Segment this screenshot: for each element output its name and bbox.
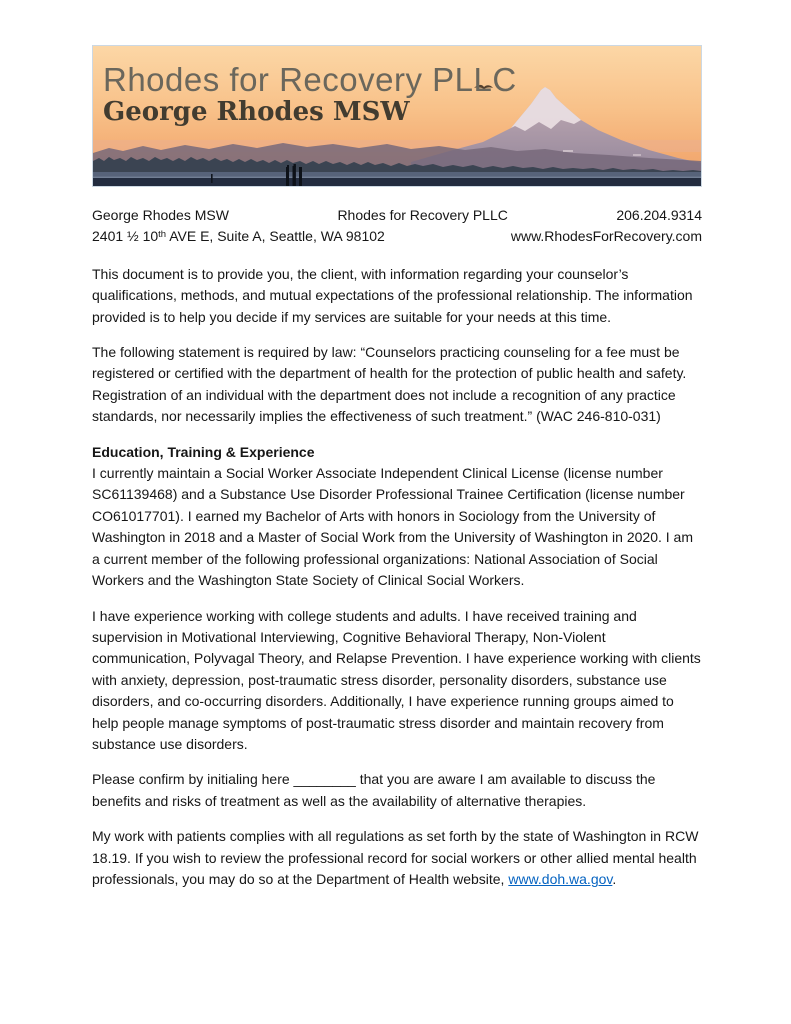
piling	[286, 167, 289, 186]
water	[93, 178, 701, 186]
contact-address	[92, 226, 385, 249]
paragraph-regulations	[92, 826, 702, 890]
ridge-snow-patch	[633, 154, 641, 156]
contact-phone: 206.204.9314	[616, 207, 702, 223]
paragraph-intro: This document is to provide you, the client, with information regarding your counselor’s qualifications, methods, and mutual expectations of the professional relationship. The information provided is to help you decide if my services are suitable for your needs at this time.	[92, 265, 693, 325]
owner-name: George Rhodes MSW	[103, 97, 410, 127]
contact-row-1	[92, 205, 702, 226]
contact-row-2	[92, 226, 702, 249]
contact-website: www.RhodesForRecovery.com	[510, 228, 702, 245]
company-title: Rhodes for Recovery PLLC	[103, 61, 517, 98]
address-text-rest: AVE E, Suite A, Seattle, WA 98102	[166, 228, 385, 245]
regulations-text-end: .	[612, 870, 617, 887]
section-heading-education: Education, Training & Experience	[92, 443, 315, 460]
paragraph-legal-statement: The following statement is required by law: “Counselors practicing counseling for a fee must be registered or certified with the department of health for the protection of public health and safety. Registration of an individual with the department does not include a recognition of any practice standards, nor necessarily implies the effectiveness of such treatment.” (WAC 246-810-031)	[92, 344, 687, 425]
address-ordinal-superscript: th	[158, 228, 167, 240]
document-content	[92, 45, 702, 890]
address-text: 2401 ½ 10	[92, 228, 159, 245]
paragraph-credentials: I currently maintain a Social Worker Associate Independent Clinical License (license number SC61139468) and a Substance Use Disorder Professional Trainee Certification (license number CO61017701). I earned my Bachelor of Arts with honors in Sociology from the University of Washington in 2018 and a Master of Social Work from the University of Washington in 2020. I am a current member of the following professional organizations: National Association of Social Workers and the Washington State Society of Clinical Social Workers.	[92, 465, 693, 589]
piling-cap	[294, 164, 296, 167]
header-banner	[92, 45, 702, 187]
contact-name: George Rhodes MSW	[92, 207, 229, 223]
piling-cap	[287, 165, 289, 168]
small-post	[211, 174, 213, 183]
water-edge-highlight	[93, 177, 701, 178]
paragraph-experience: I have experience working with college students and adults. I have received training and supervision in Motivational Interviewing, Cognitive Behavioral Therapy, Non-Violent communication, Polyvagal Theory, and Relapse Prevention. I have experience working with clients with anxiety, depression, post-traumatic stress disorder, personality disorders, substance use disorders, and co-occurring disorders. Additionally, I have experience running groups aimed to help people manage symptoms of post-traumatic stress disorder and maintain recovery from substance use disorders.	[92, 607, 701, 752]
paragraph-initial-confirmation: Please confirm by initialing here ________ that you are aware I am available to discuss the benefits and risks of treatment as well as the availability of alternative therapies.	[92, 771, 656, 809]
piling	[299, 167, 302, 186]
contact-block	[92, 205, 702, 250]
regulations-text: My work with patients complies with all regulations as set forth by the state of Washington in RCW 18.19. If you wish to review the professional record for social workers or other allied mental health professionals, you may do so at the Department of Health website,	[92, 828, 699, 887]
piling	[293, 166, 296, 186]
ridge-snow-patch	[563, 150, 573, 152]
doh-website-link[interactable]: www.doh.wa.gov	[508, 870, 613, 887]
contact-company: Rhodes for Recovery PLLC	[337, 207, 508, 223]
